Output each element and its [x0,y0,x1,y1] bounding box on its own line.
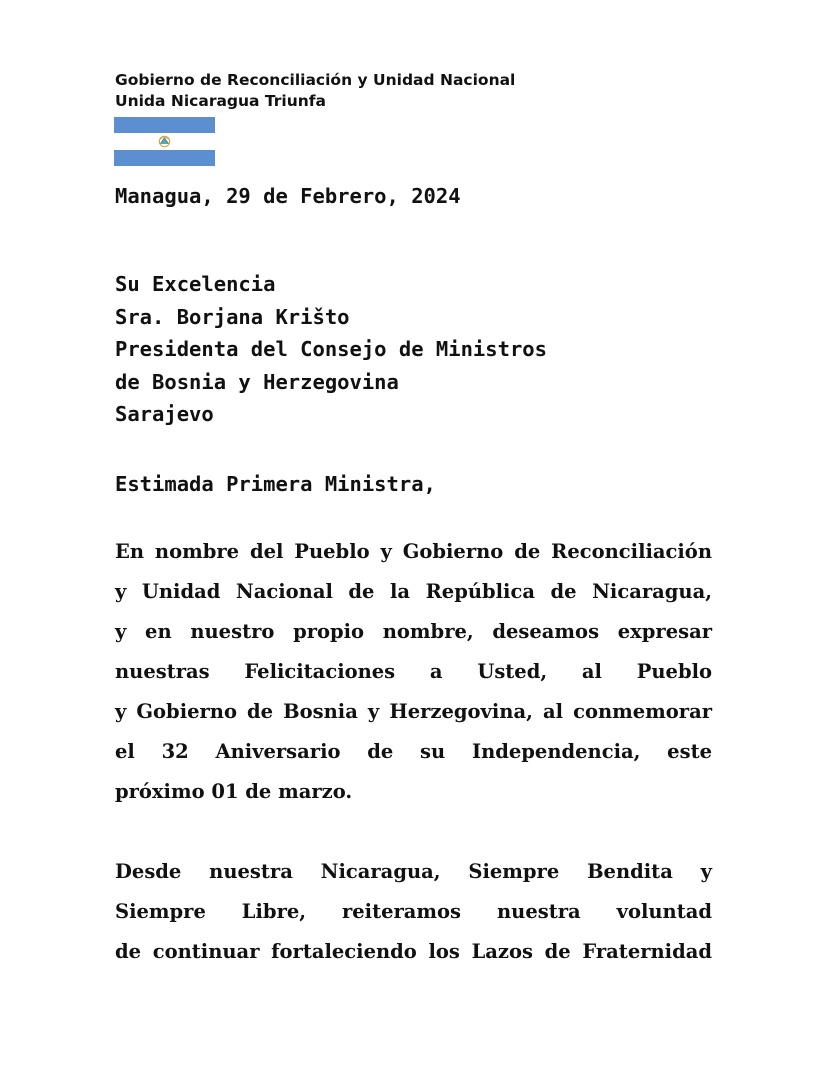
paragraph-line: y en nuestro propio nombre, deseamos expresar [115,620,712,643]
recipient-country: de Bosnia y Herzegovina [115,369,399,394]
flag-top-blue-stripe [114,117,215,133]
nicaragua-flag [114,117,215,166]
recipient-city: Sarajevo [115,402,214,426]
recipient-name: Sra. Borjana Krišto [115,304,350,329]
body-paragraph-1 [115,532,712,812]
paragraph-line: de continuar fortaleciendo los Lazos de Fraternidad [115,940,712,963]
paragraph-line: el 32 Aniversario de su Independencia, este [115,740,712,763]
paragraph-line: nuestras Felicitaciones a Usted, al Pueblo [115,660,712,683]
paragraph-line: y Gobierno de Bosnia y Herzegovina, al conmemorar [115,700,712,723]
paragraph-line: y Unidad Nacional de la República de Nicaragua, [115,580,712,603]
recipient-honorific: Su Excelencia [115,272,276,296]
salutation: Estimada Primera Ministra, [115,472,436,496]
paragraph-line: Desde nuestra Nicaragua, Siempre Bendita y [115,860,712,883]
body-paragraph-2 [115,852,712,972]
letterhead [115,70,515,112]
paragraph-line: En nombre del Pueblo y Gobierno de Reconciliación [115,540,712,563]
paragraph-line: próximo 01 de marzo. [115,780,353,803]
letter-date: Managua, 29 de Febrero, 2024 [115,184,461,208]
recipient-block [115,268,547,431]
letterhead-government-name: Gobierno de Reconciliación y Unidad Nacional [115,71,516,89]
letterhead-slogan: Unida Nicaragua Triunfa [115,92,327,110]
flag-bottom-blue-stripe [114,150,215,166]
recipient-title: Presidenta del Consejo de Ministros [115,337,547,361]
paragraph-line: Siempre Libre, reiteramos nuestra voluntad [115,900,712,923]
